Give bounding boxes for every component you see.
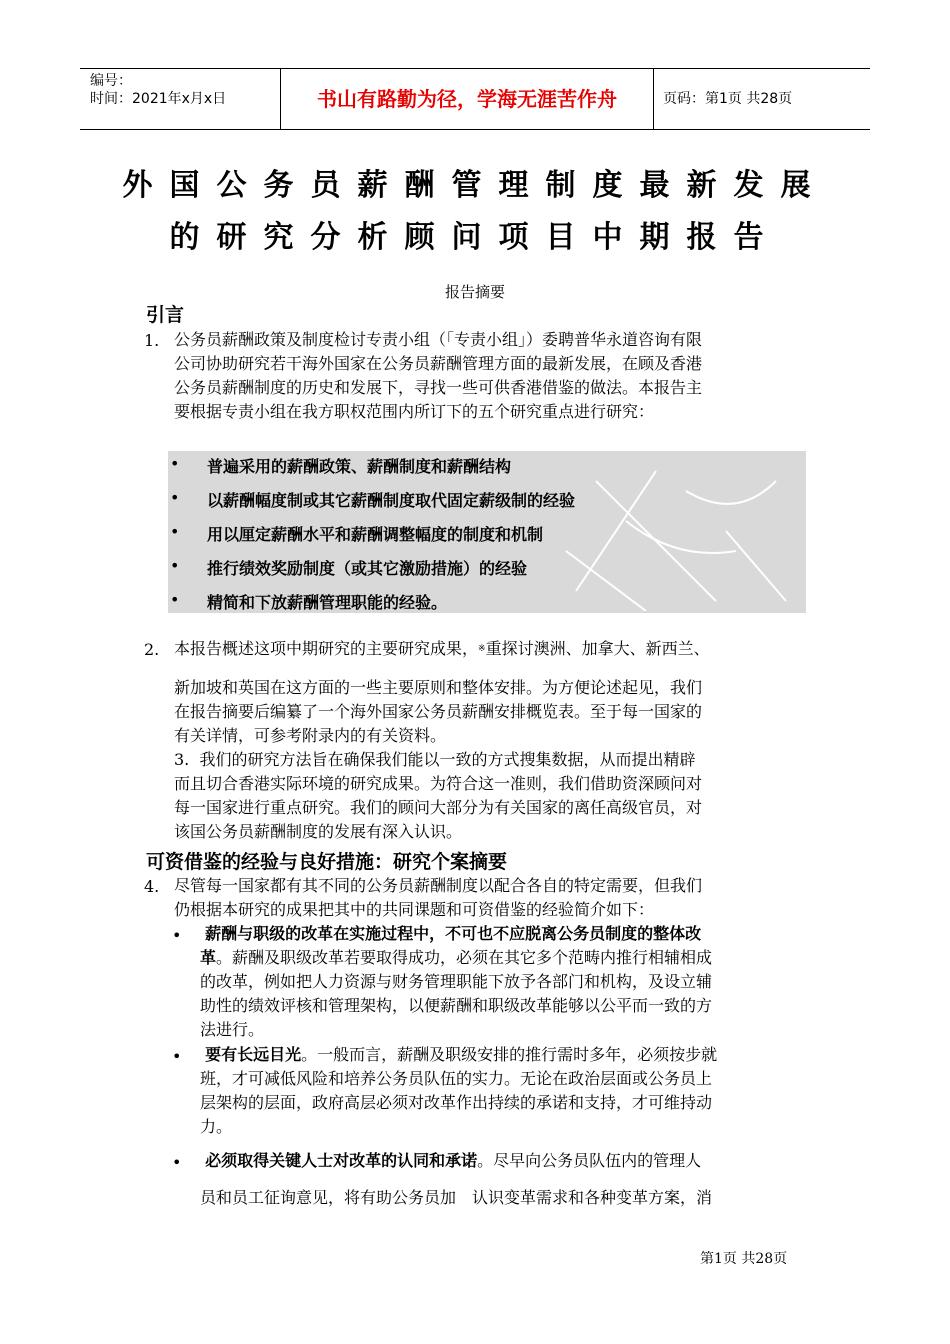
section-heading-cases: 可资借鉴的经验与良好措施：研究个案摘要 <box>146 851 508 873</box>
focus-point-text: 推行绩效奖励制度（或其它激励措施）的经验 <box>207 559 528 578</box>
page-header <box>80 68 870 130</box>
text-line: 新加坡和英国在这方面的一些主要原则和整体安排。为方便论述起见，我们 <box>174 678 703 697</box>
time-label: 时间：2021年x月x日 <box>90 91 227 107</box>
case-point-1 <box>200 922 804 1042</box>
bullet: • <box>172 926 182 945</box>
bullet: • <box>170 454 180 473</box>
text-line: 本报告概述这项中期研究的主要研究成果， <box>174 639 479 658</box>
bullet: • <box>172 1047 182 1066</box>
header-page-code: 页码：第1页 共28页 <box>663 91 793 107</box>
text-line: 要有长远目光。一般而言，薪酬及职级安排的推行需时多年，必须按步就 <box>205 1045 718 1064</box>
text-line: 该国公务员薪酬制度的发展有深入认识。 <box>174 822 463 841</box>
text-line: 每一国家进行重点研究。我们的顾问大部分为有关国家的离任高级官员，对 <box>174 798 703 817</box>
paragraph-number: 1. <box>144 331 160 350</box>
paragraph-3 <box>174 748 814 844</box>
focus-point-text: 普遍采用的薪酬政策、薪酬制度和薪酬结构 <box>207 457 512 476</box>
text-line: 仍根据本研究的成果把其中的共同课题和可资借鉴的经验简介如下： <box>174 900 655 919</box>
subtitle: 报告摘要 <box>444 283 505 301</box>
case-point-2 <box>200 1043 804 1139</box>
header-motto: 书山有路勤为径，学海无涯苦作舟 <box>280 69 654 129</box>
paragraph-2 <box>174 676 814 748</box>
section-heading-intro: 引言 <box>146 304 185 326</box>
text-line: 公司协助研究若干海外国家在公务员薪酬管理方面的最新发展，在顾及香港 <box>174 354 703 373</box>
text-line: 力。 <box>200 1117 233 1136</box>
case-point-3 <box>200 1149 804 1173</box>
serial-label: 编号： <box>90 73 132 89</box>
title-line-2: 的研究分析顾问项目中期报告 <box>169 220 781 255</box>
text-line: 的改革，例如把人力资源与财务管理职能下放予各部门和机构，及设立辅 <box>200 972 713 991</box>
bullet: • <box>170 556 180 575</box>
text-line: 助性的绩效评核和管理架构，以便薪酬和职级改革能够以公平而一致的方 <box>200 996 713 1015</box>
paragraph-4 <box>174 874 814 922</box>
text-line: 革。薪酬及职级改革若要取得成功，必须在其它多个范畴内推行相辅相成 <box>200 948 713 967</box>
text-line: 班，才可减低风险和培养公务员队伍的实力。无论在政治层面或公务员上 <box>200 1069 713 1088</box>
focus-point-text: 精简和下放薪酬管理职能的经验。 <box>207 593 448 612</box>
text-line: 有关详情，可参考附录内的有关资料。 <box>174 726 447 745</box>
paragraph-number: 4. <box>144 877 160 896</box>
text-line: 在报告摘要后编纂了一个海外国家公务员薪酬安排概览表。至于每一国家的 <box>174 702 703 721</box>
paragraph-number: 2. <box>144 640 160 659</box>
bullet: • <box>170 522 180 541</box>
text-line: 层架构的层面，政府高层必须对改革作出持续的承诺和支持，才可维持动 <box>200 1093 713 1112</box>
bullet: • <box>170 590 180 609</box>
header-meta <box>90 69 280 132</box>
focus-point-text: 以薪酬幅度制或其它薪酬制度取代固定薪级制的经验 <box>207 491 576 510</box>
reference-mark: ※ <box>478 644 486 654</box>
page-footer: 第1页 共28页 <box>700 1251 788 1267</box>
case-point-heading: 薪酬与职级的改革在实施过程中，不可也不应脱离公务员制度的整体改 <box>205 924 702 943</box>
text-line: 3. 我们的研究方法旨在确保我们能以一致的方式搜集数据，从而提出精辟 <box>174 750 696 769</box>
bullet: • <box>170 488 180 507</box>
text-line: 必须取得关键人士对改革的认同和承诺。尽早向公务员队伍内的管理人 <box>205 1151 702 1170</box>
text-line: 员和员工征询意见，将有助公务员加 认识变革需求和各种变革方案，消 <box>200 1188 713 1207</box>
title-line-1: 外国公务员薪酬管理制度最新发展 <box>122 168 828 203</box>
focus-point-text: 用以厘定薪酬水平和薪酬调整幅度的制度和机制 <box>207 525 544 544</box>
case-point-heading: 要有长远目光 <box>205 1045 302 1064</box>
paragraph-number: 3. <box>174 750 190 769</box>
text-line: 要根据专责小组在我方职权范围内所订下的五个研究重点进行研究： <box>174 402 655 421</box>
text-line: 尽管每一国家都有其不同的公务员薪酬制度以配合各自的特定需要，但我们 <box>174 876 703 895</box>
text-line <box>200 922 804 946</box>
bullet: • <box>172 1153 182 1172</box>
case-point-3-continued <box>200 1186 804 1210</box>
case-point-heading: 必须取得关键人士对改革的认同和承诺 <box>205 1151 478 1170</box>
paragraph-2-line-1 <box>174 637 814 661</box>
text-line: 公务员薪酬制度的历史和发展下，寻找一些可供香港借鉴的做法。本报告主 <box>174 378 703 397</box>
text-line: 法进行。 <box>200 1020 265 1039</box>
text-line: 公务员薪酬政策及制度检讨专责小组（「专责小组」）委聘普华永道咨询有限 <box>174 330 703 349</box>
paragraph-1 <box>174 328 814 424</box>
text-line: 而且切合香港实际环境的研究成果。为符合这一准则，我们借助资深顾问对 <box>174 774 703 793</box>
watermark-graphic <box>536 461 796 611</box>
text-line: 重探讨澳洲、加拿大、新西兰、 <box>485 639 710 658</box>
